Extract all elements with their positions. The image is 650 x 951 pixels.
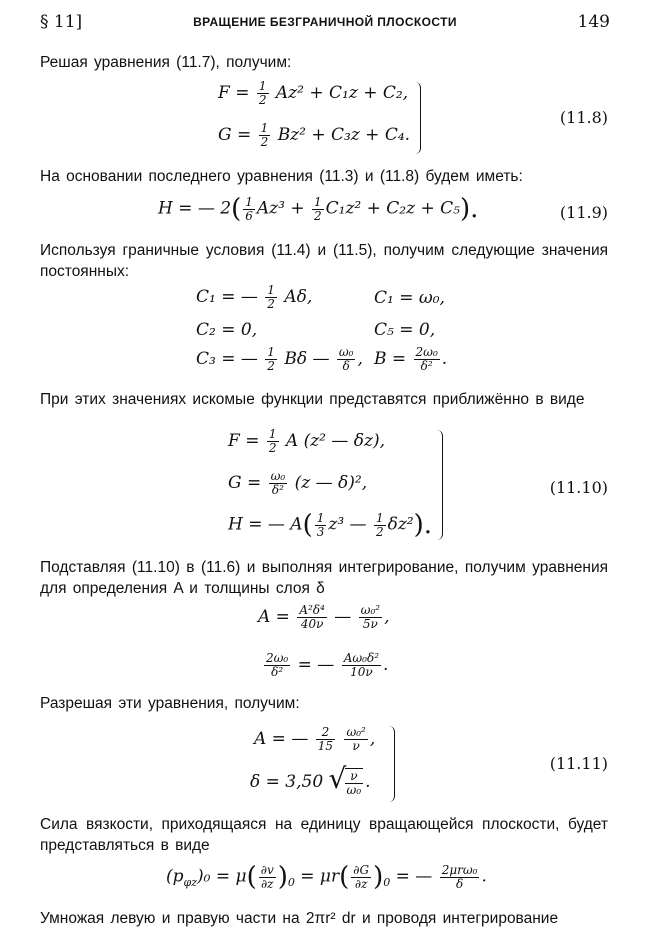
paragraph-7: Сила вязкости, приходящаяся на единицу вращающейся плоскости, будет представляться в виде (40, 816, 608, 854)
running-title: ВРАЩЕНИЕ БЕЗГРАНИЧНОЙ ПЛОСКОСТИ (193, 15, 457, 29)
paragraph-1: Решая уравнения (11.7), получим: (40, 54, 292, 71)
right-brace (414, 82, 421, 154)
equation-11-8-F: F = $\frac{1}{2}$ Az² + C₁z + C₂, (218, 79, 409, 107)
constant-c1-omega: C₁ = ω₀, (374, 288, 445, 308)
equation-11-10-G: G = $\frac{\text{ω₀}}{\text{δ²}}$ (z — δ)², (228, 469, 368, 497)
running-head (40, 12, 610, 38)
page-number: 149 (577, 12, 610, 32)
paragraph-6: Разрешая эти уравнения, получим: (40, 695, 300, 712)
constant-b: B = $\frac{\text{2ω₀}}{\text{δ²}}$ . (374, 345, 448, 373)
equation-number-11-11: (11.11) (549, 754, 608, 773)
constant-c2: C₂ = 0, (196, 320, 258, 340)
viscous-force-equation: $(p_{\varphi z})_0 = \mu$( $\frac{\partial v}{\partial z}$ )$_0 = \mu r$( $\frac{\partial G}{\partial z}$ )$_0$ = — $\frac{\text{2μrω₀}}{\delta}$ . (166, 862, 487, 892)
constant-c1: C₁ = — $\frac{1}{2}$ Aδ, (196, 283, 313, 311)
paragraph-4: При этих значениях искомые функции представятся приближённо в виде (40, 391, 585, 408)
paragraph-3: Используя граничные условия (11.4) и (11.5), получим следующие значения постоянных: (40, 242, 608, 280)
paragraph-5: Подставляя (11.10) в (11.6) и выполняя интегрирование, получим уравнения для определения A и толщины слоя δ (40, 559, 608, 597)
equation-11-11-delta: δ = 3,50 √ $\frac{\nu}{\text{ω₀}}$ . (250, 768, 371, 797)
right-brace (436, 430, 443, 540)
paragraph-2: На основании последнего уравнения (11.3) и (11.8) будем иметь: (40, 168, 523, 185)
paragraph-8: Умножая левую и правую части на 2πr² dr и проводя интегрирование (40, 910, 559, 927)
equation-number-11-9: (11.9) (559, 203, 608, 222)
equation-number-11-10: (11.10) (549, 478, 608, 497)
constant-c3: C₃ = — $\frac{1}{2}$ Bδ — $\frac{\text{ω₀}}{\delta}$ , (196, 345, 363, 373)
system-equation-b: $\frac{\text{2ω₀}}{\text{δ²}}$ = — $\frac{\text{Aω₀δ²}}{10\nu}$ . (266, 651, 389, 679)
equation-11-10-F: F = $\frac{1}{2}$ A (z² — δz), (228, 427, 386, 455)
equation-11-9: H = — 2( $\frac{1}{6}$ Az³ + $\frac{1}{2}$ C₁z² + C₂z + C₅). (158, 194, 479, 224)
equation-number-11-8: (11.8) (559, 108, 608, 127)
constant-c5: C₅ = 0, (374, 320, 436, 340)
equation-11-8-G: G = $\frac{1}{2}$ Bz² + C₃z + C₄. (218, 121, 411, 149)
equation-11-11-A: A = — $\frac{2}{15}$ $\frac{\text{ω₀²}}{\nu}$ , (254, 725, 376, 753)
right-brace (388, 726, 395, 802)
equation-11-10-H: H = — A( $\frac{1}{3}$ z³ — $\frac{1}{2}$ δz²). (228, 510, 433, 540)
section-number: § 11] (40, 12, 83, 32)
system-equation-a: A = $\frac{\text{A²δ⁴}}{40\nu}$ — $\frac{\text{ω₀²}}{5\nu}$ , (258, 603, 390, 631)
